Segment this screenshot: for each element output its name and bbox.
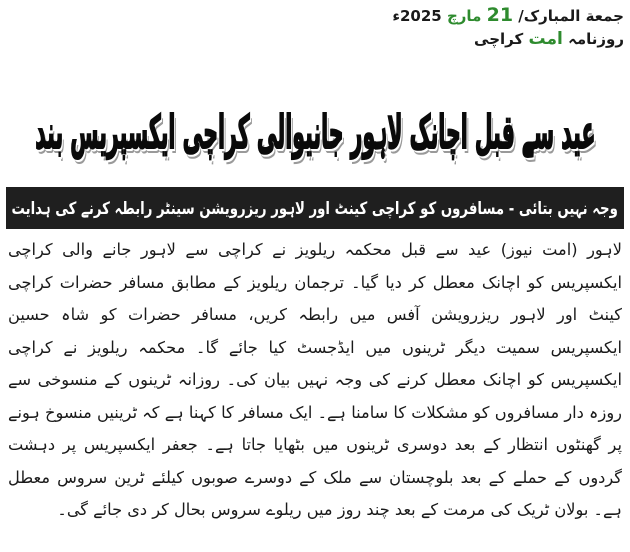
date-separator: / bbox=[518, 7, 524, 25]
article-body bbox=[8, 234, 622, 527]
subheadline: وجہ نہیں بتائی - مسافروں کو کراچی کینٹ اور لاہور ریزرویشن سینٹر رابطہ کرنے کی ہدایت bbox=[11, 198, 619, 219]
paper-brand: امت bbox=[528, 29, 563, 49]
headline: عید سے قبل اچانک لاہور جانیوالی کراچی ایکسپریس بند bbox=[34, 105, 596, 159]
paper-prefix: روزنامہ bbox=[568, 30, 624, 48]
day-number: 21 bbox=[486, 4, 514, 26]
subheadline-bar bbox=[6, 187, 624, 229]
year: 2025ء bbox=[392, 7, 442, 25]
newspaper-name bbox=[364, 27, 624, 51]
article-paragraph: لاہور (امت نیوز) عید سے قبل محکمہ ریلویز نے کراچی سے لاہور جانے والی کراچی ایکسپریس کو اچانک معطل کر دیا گیا۔ ترجمان ریلویز کے مطابق مسافر حضرات کراچی کینٹ اور لاہور ریزرویشن آفس میں رابطہ کریں، مسافر حضرات کو شاہ حسین ایکسپریس سمیت دیگر ٹرینوں میں ایڈجسٹ کیا جائے گا۔ محکمہ ریلویز نے کراچی ایکسپریس کو اچانک معطل کرنے کی وجہ نہیں بیان کی۔ روزانہ ٹرینوں کے منسوخی سے روزہ دار مسافروں کو مشکلات کا سامنا ہے۔ ایک مسافر کا کہنا ہے کہ ٹرینیں منسوخ ہونے پر گھنٹوں انتظار کے بعد دوسری ٹرینوں میں بٹھایا جاتا ہے۔ جعفر ایکسپریس پر دہشت گردوں کے حملے کے بعد بلوچستان سے ملک کے دوسرے صوبوں کیلئے ٹرین سروس معطل ہے۔ بولان ٹریک کی مرمت کے بعد چند روز میں ریلوے سروس بحال کر دی جائے گی۔ bbox=[8, 240, 622, 519]
paper-city: کراچی bbox=[474, 30, 524, 48]
headline-area bbox=[6, 78, 624, 186]
month-name: مارچ bbox=[446, 7, 482, 25]
date-line bbox=[364, 4, 624, 27]
day-name: جمعة المبارک bbox=[523, 7, 624, 25]
masthead bbox=[364, 4, 624, 51]
